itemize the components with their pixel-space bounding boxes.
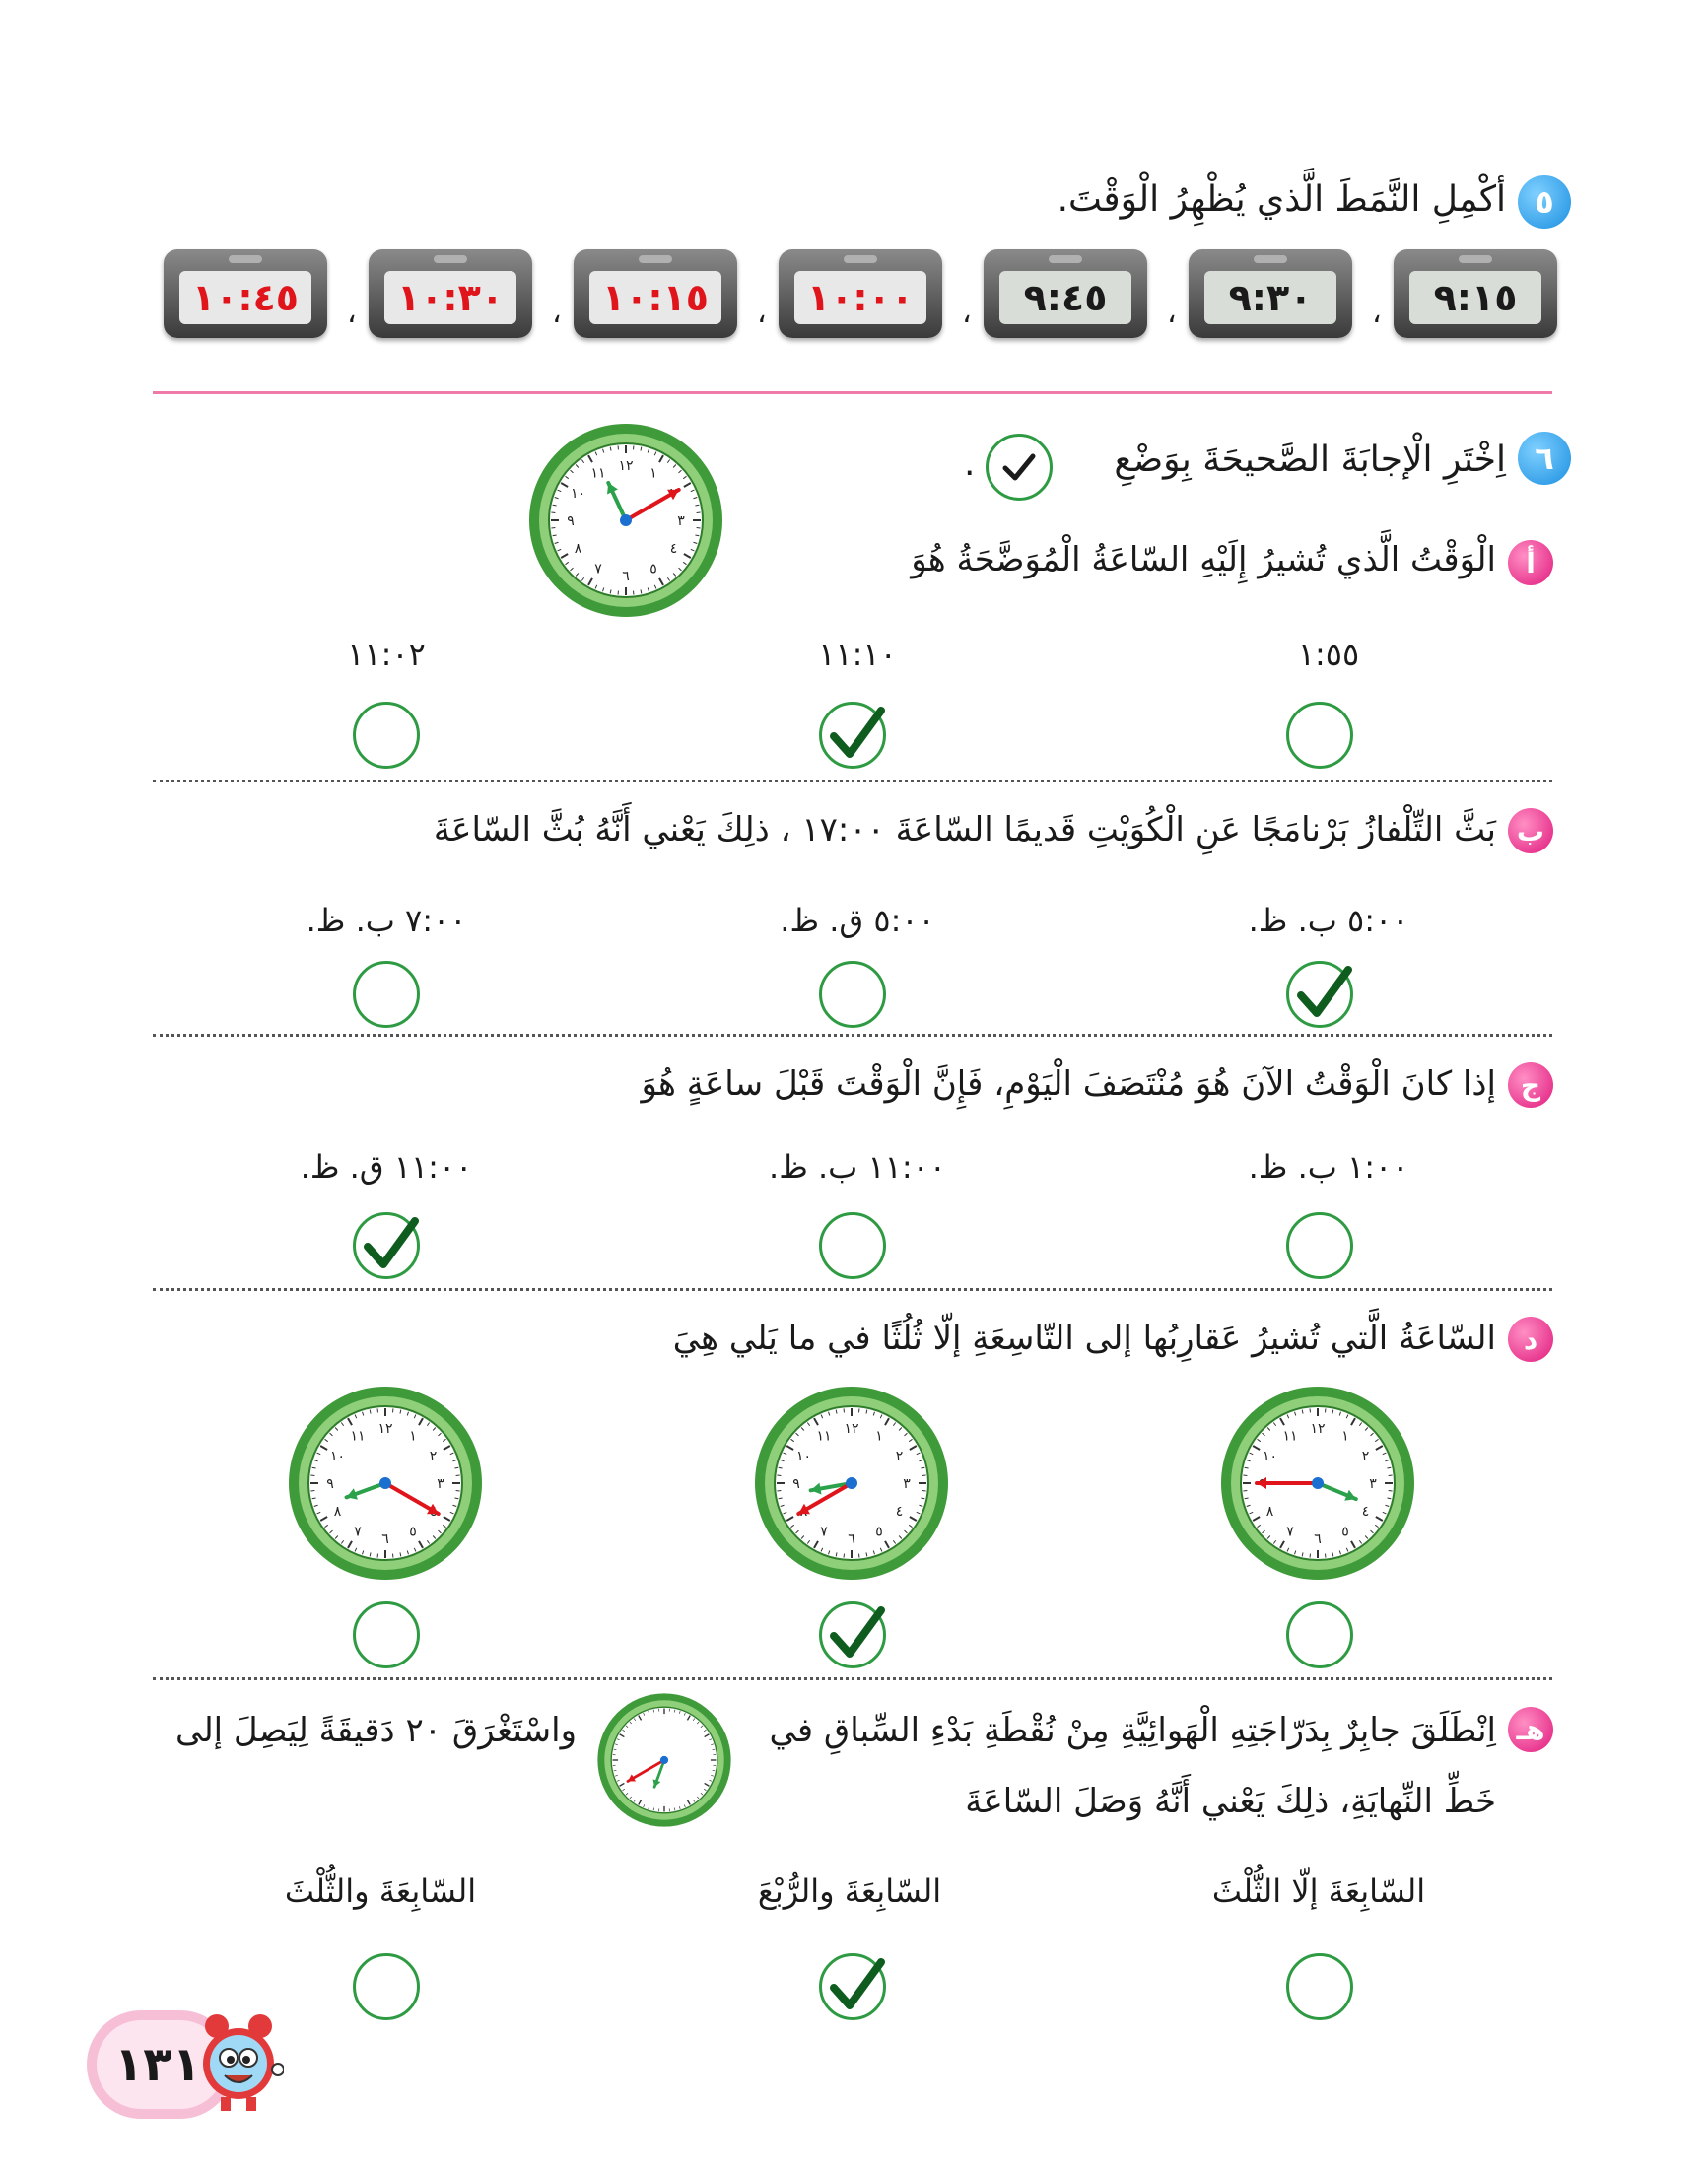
- answer-option-circle[interactable]: [819, 961, 886, 1028]
- clock-numeral: ١٠: [329, 1449, 346, 1464]
- answer-option-circle[interactable]: [1286, 1953, 1353, 2020]
- clock-numeral: ٤: [895, 1504, 904, 1520]
- clock-numeral: ١٢: [618, 458, 634, 474]
- separator: ،: [757, 296, 767, 330]
- answer-option-circle[interactable]: [1286, 1212, 1353, 1279]
- clock-numeral: ٩: [567, 513, 575, 529]
- part-b-question: بَثَّ التِّلْفازُ بَرْنامَجًا عَنِ الْكُوَيْتِ قَديمًا السّاعَةَ ١٧:٠٠ ، ذلِكَ يَعْني أَنَّهُ بُثَّ السّاعَةَ: [433, 810, 1496, 849]
- clock-numeral: ٨: [1265, 1504, 1274, 1520]
- separator: ،: [552, 296, 562, 330]
- part-d-question: السّاعَةُ الَّتي تُشيرُ عَقارِبُها إلى التّاسِعَةِ إلّا ثُلُثًا في ما يَلي هِيَ: [672, 1319, 1496, 1358]
- option-label: ٥:٠٠ ب. ظ.: [1248, 902, 1409, 939]
- clock-numeral: ٣: [437, 1476, 444, 1492]
- part-a-question: الْوَقْتُ الَّذي تُشيرُ إِلَيْهِ السّاعَةُ الْمُوَضَّحَةُ هُوَ: [911, 540, 1496, 579]
- clock-numeral: ٩: [792, 1476, 800, 1492]
- clock-numeral: ٨: [574, 541, 582, 557]
- dotted-divider: [153, 1034, 1552, 1037]
- page-number-text: ١٣١: [114, 2037, 201, 2092]
- answer-option-circle[interactable]: [819, 1212, 886, 1279]
- digital-time: ٩:١٥: [1409, 271, 1541, 324]
- clock-numeral: ٥: [409, 1524, 417, 1540]
- section-divider: [153, 391, 1552, 394]
- answer-option-circle[interactable]: [1286, 961, 1353, 1028]
- part-c-badge: ج: [1508, 1062, 1553, 1108]
- alarm-clock-mascot-icon: [195, 2008, 284, 2121]
- clock-numeral: ١: [1341, 1428, 1349, 1445]
- answer-option-circle[interactable]: [353, 1953, 420, 2020]
- clock-numeral: ٢: [1361, 1449, 1370, 1464]
- answer-option-circle[interactable]: [1286, 1601, 1353, 1668]
- digital-clock-5: [574, 249, 737, 338]
- dotted-divider: [153, 1288, 1552, 1291]
- clock-numeral: ٧: [820, 1524, 828, 1540]
- part-c-question: إذا كانَ الْوَقْتُ الآنَ هُوَ مُنْتَصَفَ الْيَوْمِ، فَإِنَّ الْوَقْتَ قَبْلَ ساعَةٍ هُوَ: [641, 1064, 1496, 1104]
- digital-clock-3: [984, 249, 1147, 338]
- clock-numeral: ٦: [848, 1531, 855, 1547]
- answer-option-circle[interactable]: [1286, 702, 1353, 769]
- option-label: ٧:٠٠ ب. ظ.: [306, 902, 467, 939]
- check-mark-icon: [1287, 956, 1358, 1027]
- part-e-question-part1: اِنْطَلَقَ جابِرٌ بِدَرّاجَتِهِ الْهَوائِيَّةِ مِنْ نُقْطَةِ بَدْءِ السِّباقِ في: [769, 1711, 1496, 1750]
- clock-numeral: ١١: [816, 1428, 832, 1445]
- option-label: ١١:١٠: [818, 636, 897, 673]
- clock-numeral: ٩: [326, 1476, 334, 1492]
- digital-clock-2: [1189, 249, 1352, 338]
- question-5-badge: ٥: [1518, 175, 1571, 229]
- dotted-divider: [153, 780, 1552, 782]
- check-mark-sample-icon: [986, 434, 1053, 501]
- option-label: ١١:٠٠ ب. ظ.: [769, 1148, 946, 1186]
- analog-clock-option-2: [753, 1385, 950, 1586]
- clock-numeral: ٨: [333, 1504, 342, 1520]
- part-b-badge: ب: [1508, 808, 1553, 853]
- option-label: السّابِعَةَ والثُّلْثَ: [284, 1872, 477, 1910]
- answer-option-circle[interactable]: [819, 1953, 886, 2020]
- digital-time-answer: ١٠:١٥: [589, 271, 721, 324]
- digital-time: ٩:٤٥: [999, 271, 1131, 324]
- separator: ،: [1167, 296, 1177, 330]
- clock-numeral: ٣: [677, 513, 685, 529]
- separator: ،: [962, 296, 972, 330]
- clock-face-icon: [1219, 1385, 1416, 1582]
- clock-numeral: ١: [875, 1428, 883, 1445]
- clock-numeral: ١: [649, 465, 657, 482]
- clock-numeral: ١٠: [795, 1449, 812, 1464]
- answer-option-circle[interactable]: [819, 1601, 886, 1668]
- question-5-instruction: أكْمِلِ النَّمَطَ الَّذي يُظْهِرُ الْوَقْتَ.: [1057, 179, 1506, 220]
- clock-numeral: ٦: [381, 1531, 389, 1547]
- part-e-badge: هـ: [1508, 1707, 1553, 1752]
- part-e-question-line2: خَطِّ النِّهايَةِ، ذلِكَ يَعْني أَنَّهُ وَصَلَ السّاعَةَ: [965, 1782, 1496, 1821]
- clock-numeral: ٢: [895, 1449, 904, 1464]
- clock-numeral: ١٢: [377, 1421, 393, 1437]
- clock-numeral: ٥: [649, 561, 657, 577]
- answer-option-circle[interactable]: [819, 702, 886, 769]
- clock-numeral: ١١: [350, 1428, 366, 1445]
- clock-numeral: ٢: [429, 1449, 438, 1464]
- option-label: ١:٠٠ ب. ظ.: [1248, 1148, 1409, 1186]
- answer-option-circle[interactable]: [353, 1212, 420, 1279]
- clock-numeral: ٤: [669, 541, 678, 557]
- digital-clock-7: [164, 249, 327, 338]
- clock-numeral: ١: [409, 1428, 417, 1445]
- instruction-period: .: [964, 443, 976, 484]
- digital-time-answer: ١٠:٤٥: [179, 271, 311, 324]
- clock-numeral: ١٢: [1310, 1421, 1326, 1437]
- separator: ،: [1372, 296, 1382, 330]
- digital-clock-6: [369, 249, 532, 338]
- digital-time-answer: ١٠:٠٠: [794, 271, 926, 324]
- part-a-badge: أ: [1508, 540, 1553, 585]
- clock-numeral: ١١: [1282, 1428, 1298, 1445]
- clock-numeral: ٦: [1314, 1531, 1322, 1547]
- clock-numeral: ١٠: [1262, 1449, 1278, 1464]
- analog-clock-option-3: [287, 1385, 484, 1586]
- option-label: ١١:٠٢: [347, 636, 426, 673]
- part-d-badge: د: [1508, 1317, 1553, 1362]
- analog-clock-option-1: [1219, 1385, 1416, 1586]
- digital-time: ٩:٣٠: [1204, 271, 1336, 324]
- part-e-question-part2: واسْتَغْرَقَ ٢٠ دَقيقَةً لِيَصِلَ إلى: [174, 1711, 577, 1750]
- separator: ،: [347, 296, 357, 330]
- clock-face-icon: [596, 1692, 732, 1828]
- digital-clock-1: [1394, 249, 1557, 338]
- dotted-divider: [153, 1677, 1552, 1680]
- option-label: ١١:٠٠ ق. ظ.: [300, 1148, 473, 1186]
- question-6-instruction: اِخْتَرِ الْإجابَةَ الصَّحيحَةَ بِوَضْعِ: [1114, 440, 1506, 480]
- clock-numeral: ٦: [622, 569, 630, 584]
- check-mark-icon: [354, 1207, 425, 1278]
- clock-face-icon: [527, 422, 724, 619]
- check-mark-icon: [820, 1596, 891, 1667]
- clock-numeral: ٥: [875, 1524, 883, 1540]
- clock-numeral: ١١: [590, 465, 606, 482]
- clock-numeral: ٣: [1369, 1476, 1377, 1492]
- option-label: ١:٥٥: [1297, 636, 1360, 673]
- clock-numeral: ١٢: [844, 1421, 859, 1437]
- clock-numeral: ٧: [594, 561, 602, 577]
- answer-option-circle[interactable]: [353, 961, 420, 1028]
- option-label: السّابِعَةَ إلّا الثُّلْثَ: [1211, 1872, 1426, 1910]
- clock-face-icon: [753, 1385, 950, 1582]
- option-label: ٥:٠٠ ق. ظ.: [780, 902, 935, 939]
- check-mark-icon: [820, 697, 891, 768]
- answer-option-circle[interactable]: [353, 1601, 420, 1668]
- clock-numeral: ٤: [1361, 1504, 1370, 1520]
- analog-clock-e: [596, 1692, 732, 1832]
- clock-numeral: ٧: [1286, 1524, 1294, 1540]
- option-label: السّابِعَةَ والرُّبْعَ: [757, 1872, 942, 1910]
- check-mark-icon: [820, 1948, 891, 2019]
- clock-numeral: ٧: [354, 1524, 362, 1540]
- clock-face-icon: [287, 1385, 484, 1582]
- clock-numeral: ٣: [903, 1476, 911, 1492]
- digital-time-answer: ١٠:٣٠: [384, 271, 516, 324]
- answer-option-circle[interactable]: [353, 702, 420, 769]
- question-6-badge: ٦: [1518, 432, 1571, 485]
- analog-clock-a: [527, 422, 724, 623]
- clock-numeral: ٥: [1341, 1524, 1349, 1540]
- clock-numeral: ١٠: [570, 486, 586, 502]
- digital-clock-4: [779, 249, 942, 338]
